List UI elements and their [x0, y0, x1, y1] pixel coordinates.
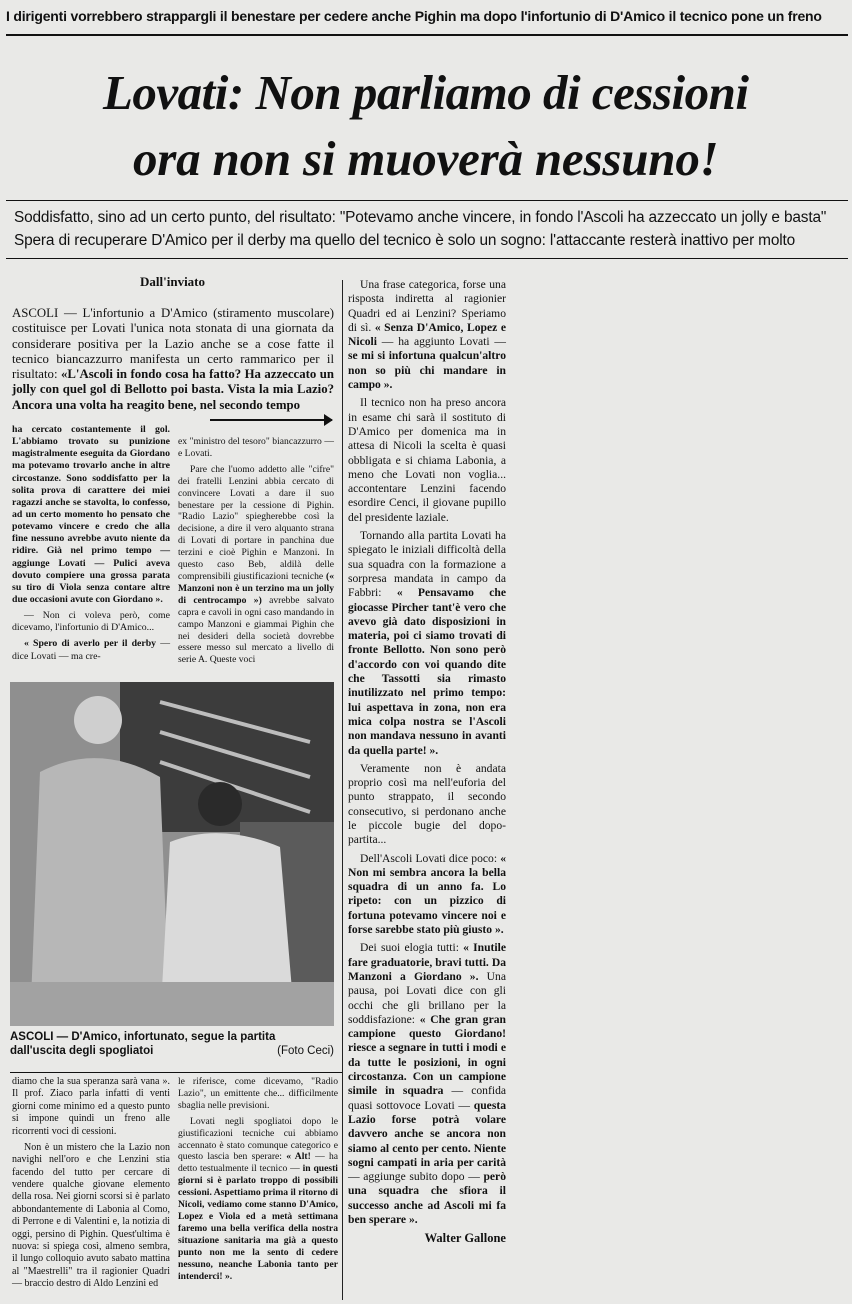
col1-p1: ha cercato costantemente il gol. L'abbiamo trovato su punizione magistralmente eseguita da Giordano ma potevamo trovarlo anche in altre circostanze. Sono soddisfatto per la solita prova di carattere dei miei ragazzi anche se stavolta, lo confesso, ad un certo momento ho pensato che potevamo vincere e credo che alla fine nessuno avrebbe avuto niente da ridire. Già nel primo tempo — aggiunge Lovati — Pulici aveva dovuto compiere una grossa parata su tiro di Viola senza contare altre due occasioni avute con Giordano ».: [12, 424, 170, 605]
byline: Dall'inviato: [140, 274, 206, 289]
lead-bold: «L'Ascoli in fondo cosa ha fatto? Ha azzeccato un jolly con quel gol di Bellotto poi basta. Vista la mia Lazio? Ancora una volta ha reagito bene, nel secondo tempo: [12, 367, 334, 412]
column-3: [348, 278, 506, 1246]
headline-line2: ora non si muoverà nessuno!: [133, 131, 719, 186]
col2-p1: ex "ministro del tesoro" biancazzurro — e Lovati.: [178, 436, 334, 459]
bottom1-p2: Non è un mistero che la Lazio non navighi nell'oro e che Lenzini stia facendo del tutto per cercare di vendere qualche giovane elemento della rosa. Nei giorni scorsi si è parlato abbondantemente di Labonia al Como, di Perrone e di Valentini e, la notizia di oggi, persino di Pighin. Quest'ultima è nuova: si spiega così, almeno sembra, il lungo colloquio avuto sabato mattina al "Maestrelli" tra il ragionier Quadri — braccio destro di Aldo Lenzini ed: [12, 1141, 170, 1289]
author-signature: Walter Gallone: [424, 1231, 506, 1246]
caption-rule: [10, 1072, 342, 1073]
column-divider: [342, 280, 343, 1300]
bottom2-p2: Lovati negli spogliatoi dopo le giustificazioni tecniche cui abbiamo accennato è stato comunque categorico e questo lascia ben sperare: « Alt! — ha detto testualmente il tecnico — in questi giorni si è parlato troppo di possibili cessioni. Aspettiamo prima il ritorno di Nicoli, vediamo come stanno D'Amico, Lopez e Viola ed a metà settimana faremo una bella verifica della nostra situazione sanitaria ma già a questo punto non me la sento di cedere nessuno, neanche Labonia tanto per intenderci! ».: [178, 1115, 338, 1282]
col3-p6: Dei suoi elogia tutti: « Inutile fare graduatorie, bravi tutti. Da Manzoni a Giordano ». Una pausa, poi Lovati dice con gli occhi che gli brillano per la soddisfazione: « Che gran gran campione questo Giordano! riesce a segnare in tutti i modi e da tutte le posizioni, in ogni circostanza. Con un campione simile in squadra — confida quasi sottovoce Lovati — questa Lazio forse potrà volare davvero anche se ancora non siamo al cento per cento. Niente sogni campati in aria per carità — aggiunge subito dopo — però una squadra che sfiora il successo anche ad Ascoli mi fa ben sperare ».: [348, 941, 507, 1226]
headline-line1: Lovati: Non parliamo di cessioni: [103, 65, 749, 120]
col3-p4: Veramente non è andata proprio così ma nell'euforia del punto strappato, il secondo consecutivo, si perdonano anche le piccole bugie del dopo-partita...: [348, 761, 506, 847]
column-2: [178, 436, 334, 670]
deck-line1: Soddisfatto, sino ad un certo punto, del risultato: "Potevamo anche vincere, in fondo l'Ascoli ha azzeccato un jolly e basta": [14, 209, 827, 226]
bottom-column-2: [178, 1076, 338, 1286]
deck-line2: Spera di recuperare D'Amico per il derby ma quello del tecnico è solo un sogno: l'attaccante resterà inattivo per molto: [14, 232, 796, 249]
headline-rule: [6, 200, 848, 201]
lead-paragraph: [12, 306, 334, 413]
col1-p2: — Non ci voleva però, come dicevamo, l'infortunio di D'Amico...: [12, 610, 170, 634]
photo-illustration: [10, 682, 334, 1026]
caption-text: ASCOLI — D'Amico, infortunato, segue la partita dall'uscita degli spogliatoi: [10, 1031, 276, 1057]
top-rule: [6, 34, 848, 36]
photo: [10, 682, 334, 1026]
lead-normal: ASCOLI — L'infortunio a D'Amico (stiramento muscolare) costituisce per Lovati l'unica nota stonata di una giornata da considerare positiva per la Lazio anche se a cose fatte il tecnico biancazzurro manifesta un certo rammarico per il risultato:: [12, 306, 334, 382]
arrow-head: [324, 414, 333, 426]
photo-caption: [10, 1030, 334, 1058]
bottom1-p1: diamo che la sua speranza sarà vana ». Il prof. Ziaco parla infatti di venti giorni come minimo ed a questo punto si impone quindi un freno alle ricorrenti voci di cessioni.: [12, 1076, 170, 1137]
col3-p2: Il tecnico non ha preso ancora in esame chi sarà il sostituto di D'Amico per domenica ma in attesa di Nicoli la scelta è quasi obbligata e si chiama Labonia, a meno che Lovati non voglia... accontentare Lenzini facendo esordire Cenci, il giovane pupillo del presidente laziale.: [348, 396, 506, 524]
column-1: [12, 424, 170, 667]
col3-p3: Tornando alla partita Lovati ha spiegato le iniziali difficoltà della sua squadra con la formazione a sorpresa mandata in campo da Fabbri: « Pensavamo che giocasse Pircher tant'è vero che avevo già dato disposizioni in materia, poi ci siamo trovati di fronte Bellotto. Non sono però d'accordo con voi quando dite che Tassotti sia rimasto inutilizzato nel primo tempo: lui aspettava in zona, non era mica colpa nostra se l'Ascoli non mandava nessuno in avanti da quella parte! ».: [348, 529, 507, 757]
col3-p5: Dell'Ascoli Lovati dice poco: « Non mi sembra ancora la bella squadra di un anno fa. Lo ripeto: con un pizzico di fortuna potevamo vincere noi e forse sarebbe stato più giusto ».: [348, 851, 506, 937]
bottom-column-1: [12, 1076, 170, 1294]
col2-p2: Pare che l'uomo addetto alle "cifre" dei fratelli Lenzini abbia cercato di convincere Lovati a dare il suo benestare per la cessione di Pighin. "Radio Lazio" spiegherebbe così la decisione, a dire il vero alquanto strana di Lovati di portare in panchina due terzini e cioè Pighin e Manzoni. In questo caso Beb, aldilà delle comprensibili giustificazioni tecniche (« Manzoni non è un terzino ma un jolly di centrocampo ») avrebbe salvato capra e cavoli in ogni caso mandando in campo Manzoni e giammai Pighin che nei desideri della società dovrebbe essere messo sul mercato a livello di serie A. Queste voci: [178, 463, 334, 666]
col1-p3: « Spero di averlo per il derby — dice Lovati — ma cre-: [12, 638, 170, 662]
photo-credit: (Foto Ceci): [277, 1045, 334, 1057]
deck-rule: [6, 258, 848, 259]
bottom2-p1: le riferisce, come dicevamo, "Radio Lazio", un emittente che... difficilmente sbaglia nelle previsioni.: [178, 1076, 338, 1111]
col3-p1: Una frase categorica, forse una risposta indiretta al ragionier Quadri ed ai Lenzini? Speriamo di sì. « Senza D'Amico, Lopez e Nicoli — ha aggiunto Lovati — se mi si infortuna qualcun'altro non so più chi mandare in campo ».: [348, 278, 506, 392]
arrow-icon: [210, 419, 332, 421]
kicker: I dirigenti vorrebbero strappargli il benestare per cedere anche Pighin ma dopo l'infortunio di D'Amico il tecnico pone un freno: [6, 8, 822, 24]
